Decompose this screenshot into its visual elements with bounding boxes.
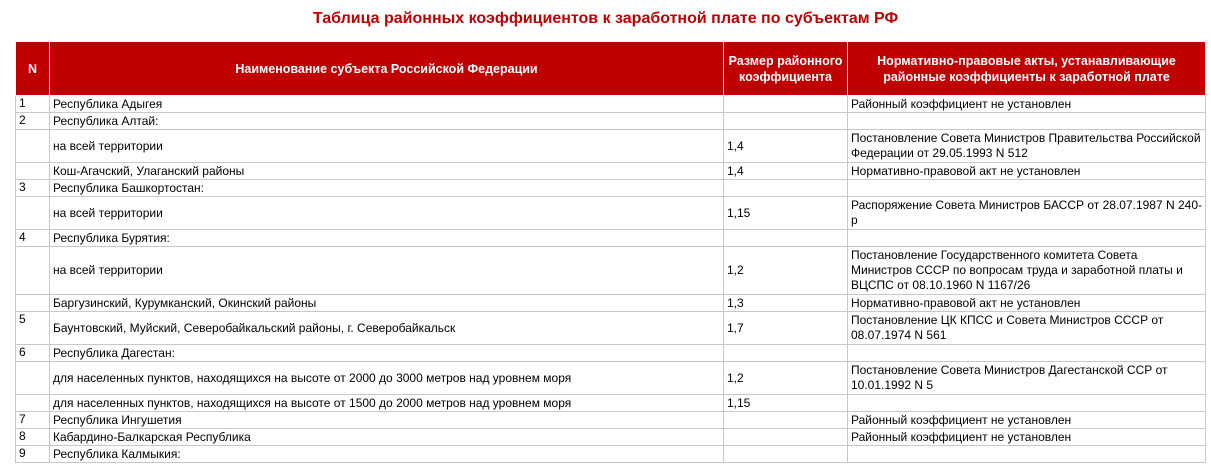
table-row	[16, 446, 1206, 463]
row-coefficient	[724, 113, 848, 130]
row-subject: Республика Дагестан:	[50, 345, 724, 362]
table-row	[16, 96, 1206, 113]
row-act: Постановление Совета Министров Дагестанской ССР от 10.01.1992 N 5	[848, 362, 1206, 395]
row-num	[16, 395, 50, 412]
row-coefficient: 1,4	[724, 130, 848, 163]
row-coefficient: 1,2	[724, 362, 848, 395]
row-subject: для населенных пунктов, находящихся на высоте от 1500 до 2000 метров над уровнем моря	[50, 395, 724, 412]
table-row	[16, 197, 1206, 230]
row-subject: для населенных пунктов, находящихся на высоте от 2000 до 3000 метров над уровнем моря	[50, 362, 724, 395]
row-num: 4	[16, 230, 50, 247]
row-subject: на всей территории	[50, 247, 724, 295]
row-act	[848, 180, 1206, 197]
table-row	[16, 295, 1206, 312]
row-act: Постановление ЦК КПСС и Совета Министров СССР от 08.07.1974 N 561	[848, 312, 1206, 345]
row-num: 9	[16, 446, 50, 463]
row-coefficient	[724, 446, 848, 463]
row-coefficient	[724, 345, 848, 362]
row-num	[16, 163, 50, 180]
row-num: 1	[16, 96, 50, 113]
table-row	[16, 130, 1206, 163]
row-act: Районный коэффициент не установлен	[848, 412, 1206, 429]
row-act: Постановление Совета Министров Правительства Российской Федерации от 29.05.1993 N 512	[848, 130, 1206, 163]
header-acts: Нормативно-правовые акты, устанавливающие районные коэффициенты к заработной плате	[848, 42, 1206, 96]
table-header	[16, 42, 1206, 96]
row-subject: Республика Алтай:	[50, 113, 724, 130]
row-coefficient: 1,2	[724, 247, 848, 295]
table-row	[16, 230, 1206, 247]
row-act: Районный коэффициент не установлен	[848, 96, 1206, 113]
table-row	[16, 113, 1206, 130]
row-subject: Республика Калмыкия:	[50, 446, 724, 463]
row-coefficient: 1,4	[724, 163, 848, 180]
row-subject: Баунтовский, Муйский, Северобайкальский районы, г. Северобайкальск	[50, 312, 724, 345]
row-coefficient	[724, 429, 848, 446]
row-num	[16, 295, 50, 312]
row-coefficient: 1,15	[724, 197, 848, 230]
row-coefficient: 1,3	[724, 295, 848, 312]
row-act: Нормативно-правовой акт не установлен	[848, 163, 1206, 180]
row-act: Распоряжение Совета Министров БАССР от 28.07.1987 N 240-р	[848, 197, 1206, 230]
table-body	[16, 96, 1206, 463]
table-row	[16, 247, 1206, 295]
row-coefficient: 1,15	[724, 395, 848, 412]
row-num	[16, 362, 50, 395]
row-subject: Республика Адыгея	[50, 96, 724, 113]
table-row	[16, 362, 1206, 395]
row-act: Постановление Государственного комитета Совета Министров СССР по вопросам труда и заработной платы и ВЦСПС от 08.10.1960 N 1167/26	[848, 247, 1206, 295]
header-coefficient: Размер районного коэффициента	[724, 42, 848, 96]
row-num: 3	[16, 180, 50, 197]
row-coefficient	[724, 180, 848, 197]
row-num: 2	[16, 113, 50, 130]
row-num	[16, 247, 50, 295]
row-act	[848, 345, 1206, 362]
table-row	[16, 412, 1206, 429]
row-coefficient	[724, 412, 848, 429]
row-act	[848, 230, 1206, 247]
table-row	[16, 429, 1206, 446]
row-coefficient: 1,7	[724, 312, 848, 345]
row-subject: Кош-Агачский, Улаганский районы	[50, 163, 724, 180]
row-num	[16, 197, 50, 230]
row-coefficient	[724, 96, 848, 113]
row-subject: Баргузинский, Курумканский, Окинский районы	[50, 295, 724, 312]
row-coefficient	[724, 230, 848, 247]
row-num: 5	[16, 312, 50, 345]
row-num: 7	[16, 412, 50, 429]
row-subject: на всей территории	[50, 130, 724, 163]
row-act: Нормативно-правовой акт не установлен	[848, 295, 1206, 312]
header-subject: Наименование субъекта Российской Федерации	[50, 42, 724, 96]
row-subject: Республика Башкортостан:	[50, 180, 724, 197]
row-act: Районный коэффициент не установлен	[848, 429, 1206, 446]
row-subject: Кабардино-Балкарская Республика	[50, 429, 724, 446]
row-num: 8	[16, 429, 50, 446]
table-row	[16, 312, 1206, 345]
page-title: Таблица районных коэффициентов к заработной плате по субъектам РФ	[312, 10, 899, 27]
table-row	[16, 345, 1206, 362]
header-num: N	[16, 42, 50, 96]
row-num	[16, 130, 50, 163]
table-row	[16, 395, 1206, 412]
table-row	[16, 180, 1206, 197]
row-act	[848, 395, 1206, 412]
table-row	[16, 163, 1206, 180]
row-act	[848, 446, 1206, 463]
row-subject: Республика Бурятия:	[50, 230, 724, 247]
row-num: 6	[16, 345, 50, 362]
row-subject: Республика Ингушетия	[50, 412, 724, 429]
row-subject: на всей территории	[50, 197, 724, 230]
row-act	[848, 113, 1206, 130]
coefficients-table	[15, 41, 1206, 463]
